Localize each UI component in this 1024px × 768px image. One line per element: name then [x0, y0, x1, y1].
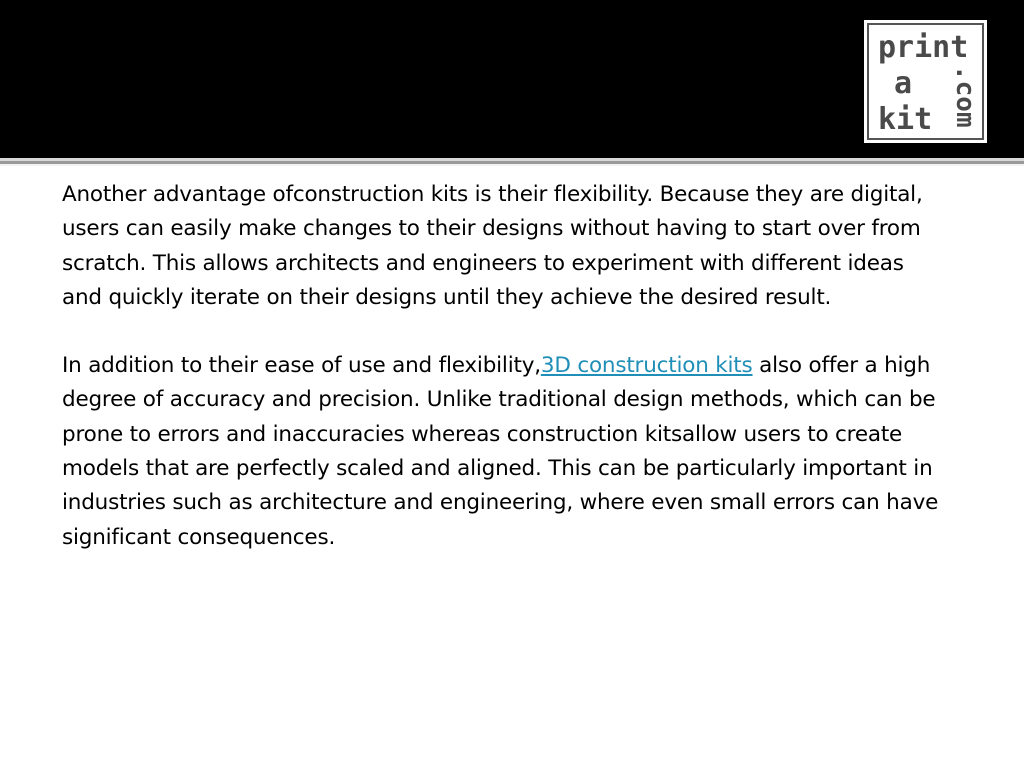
logo-text-dotcom: .com [950, 65, 980, 128]
print-a-kit-logo [861, 17, 990, 146]
slide-body [62, 178, 942, 589]
logo-text-a: a [894, 66, 913, 101]
logo-text-print: print [878, 30, 969, 65]
header-divider-highlight [0, 164, 1024, 166]
logo-graphic [861, 17, 990, 146]
paragraph-accuracy-rest: also offer a high degree of accuracy and precision. Unlike traditional design methods, which can be prone to errors and inaccuracies whereas construction kitsallow users to create models that are perfectly scaled and aligned. This can be particularly important in industries such as architecture and engineering, where even small errors can have significant consequences. [62, 353, 939, 550]
construction-kits-link[interactable]: 3D construction kits [540, 353, 753, 379]
logo-text-kit: kit [878, 102, 933, 137]
paragraph-flexibility: Another advantage ofconstruction kits is their flexibility. Because they are digital, users can easily make changes to their designs without having to start over from scratch. This allows architects and engineers to experiment with different ideas and quickly iterate on their designs until they achieve the desired result. [62, 182, 923, 310]
paragraph-accuracy-intro: In addition to their ease of use and flexibility, [62, 353, 541, 379]
paragraph-accuracy [62, 349, 942, 555]
